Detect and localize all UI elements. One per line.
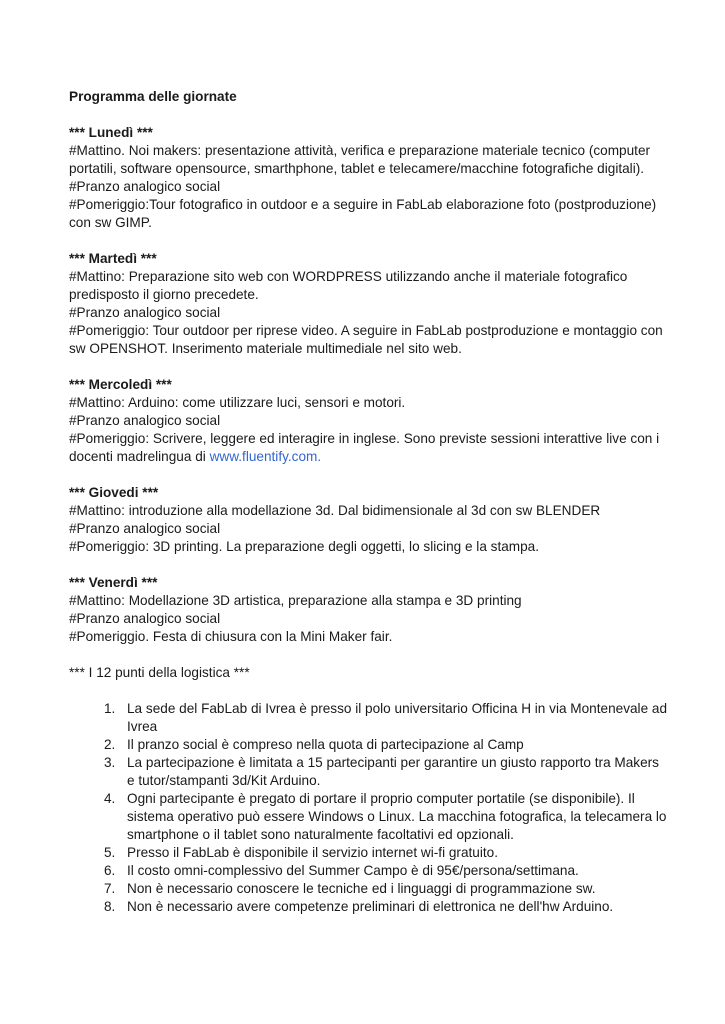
document-title: Programma delle giornate (69, 89, 237, 104)
list-item-text: Il pranzo social è compreso nella quota di partecipazione al Camp (127, 737, 524, 752)
list-item-number: 6. (104, 863, 116, 878)
list-item (69, 754, 669, 790)
list-item-number: 3. (104, 755, 116, 770)
day-afternoon: #Pomeriggio: Tour outdoor per riprese video. A seguire in FabLab postproduzione e montaggio con sw OPENSHOT. Inserimento materiale multimediale nel sito web. (69, 323, 663, 356)
day-heading: *** Martedì *** (69, 251, 157, 266)
day-wednesday (69, 376, 669, 466)
list-item-text: La partecipazione è limitata a 15 partecipanti per garantire un giusto rapporto tra Makers e tutor/stampanti 3d/Kit Arduino. (127, 755, 659, 788)
list-item (69, 736, 669, 754)
day-heading: *** Lunedì *** (69, 125, 153, 140)
logistics-heading: *** I 12 punti della logistica *** (69, 665, 250, 680)
day-morning: #Mattino: introduzione alla modellazione 3d. Dal bidimensionale al 3d con sw BLENDER (69, 503, 601, 518)
list-item-number: 7. (104, 881, 116, 896)
document-page (69, 88, 669, 916)
fluentify-link[interactable]: www.fluentify.com. (209, 449, 322, 464)
list-item (69, 898, 669, 916)
day-tuesday (69, 250, 669, 358)
list-item-number: 5. (104, 845, 116, 860)
list-item-text: Ogni partecipante è pregato di portare il proprio computer portatile (se disponibile). Il sistema operativo può essere Windows o Linux. La macchina fotografica, la telecamera lo smartphone o il tablet sono naturalmente facoltativi ed opzionali. (127, 791, 667, 842)
logistics-list (69, 700, 669, 916)
day-thursday (69, 484, 669, 556)
list-item (69, 880, 669, 898)
day-afternoon-block (69, 430, 669, 466)
day-morning: #Mattino. Noi makers: presentazione attività, verifica e preparazione materiale tecnico (computer portatili, software opensource, smarthphone, tablet e telecamere/macchine fotografiche digitali). (69, 143, 651, 176)
day-afternoon: #Pomeriggio. Festa di chiusura con la Mini Maker fair. (69, 629, 393, 644)
day-heading: *** Venerdì *** (69, 575, 158, 590)
list-item-number: 4. (104, 791, 116, 806)
day-afternoon: #Pomeriggio: 3D printing. La preparazione degli oggetti, lo slicing e la stampa. (69, 539, 540, 554)
day-lunch: #Pranzo analogico social (69, 179, 221, 194)
day-afternoon: #Pomeriggio:Tour fotografico in outdoor e a seguire in FabLab elaborazione foto (postproduzione) con sw GIMP. (69, 197, 657, 230)
list-item (69, 790, 669, 844)
list-item-text: Il costo omni-complessivo del Summer Campo è di 95€/persona/settimana. (127, 863, 579, 878)
day-heading: *** Giovedi *** (69, 485, 159, 500)
list-item-number: 1. (104, 701, 116, 716)
list-item-text: Non è necessario avere competenze preliminari di elettronica ne dell'hw Arduino. (127, 899, 614, 914)
list-item-text: La sede del FabLab di Ivrea è presso il polo universitario Officina H in via Montenevale ad Ivrea (127, 701, 668, 734)
day-lunch: #Pranzo analogico social (69, 611, 221, 626)
day-friday (69, 574, 669, 646)
list-item (69, 862, 669, 880)
list-item (69, 844, 669, 862)
list-item-number: 8. (104, 899, 116, 914)
day-heading: *** Mercoledì *** (69, 377, 172, 392)
day-afternoon: #Pomeriggio: Scrivere, leggere ed interagire in inglese. Sono previste sessioni interattive live con i docenti madrelingua di (69, 431, 660, 464)
list-item (69, 700, 669, 736)
day-lunch: #Pranzo analogico social (69, 413, 221, 428)
list-item-text: Presso il FabLab è disponibile il servizio internet wi-fi gratuito. (127, 845, 498, 860)
list-item-number: 2. (104, 737, 116, 752)
day-morning: #Mattino: Preparazione sito web con WORDPRESS utilizzando anche il materiale fotografico predisposto il giorno precedete. (69, 269, 628, 302)
day-morning: #Mattino: Arduino: come utilizzare luci, sensori e motori. (69, 395, 406, 410)
list-item-text: Non è necessario conoscere le tecniche ed i linguaggi di programmazione sw. (127, 881, 596, 896)
day-lunch: #Pranzo analogico social (69, 521, 221, 536)
day-morning: #Mattino: Modellazione 3D artistica, preparazione alla stampa e 3D printing (69, 593, 522, 608)
day-monday (69, 124, 669, 232)
day-lunch: #Pranzo analogico social (69, 305, 221, 320)
